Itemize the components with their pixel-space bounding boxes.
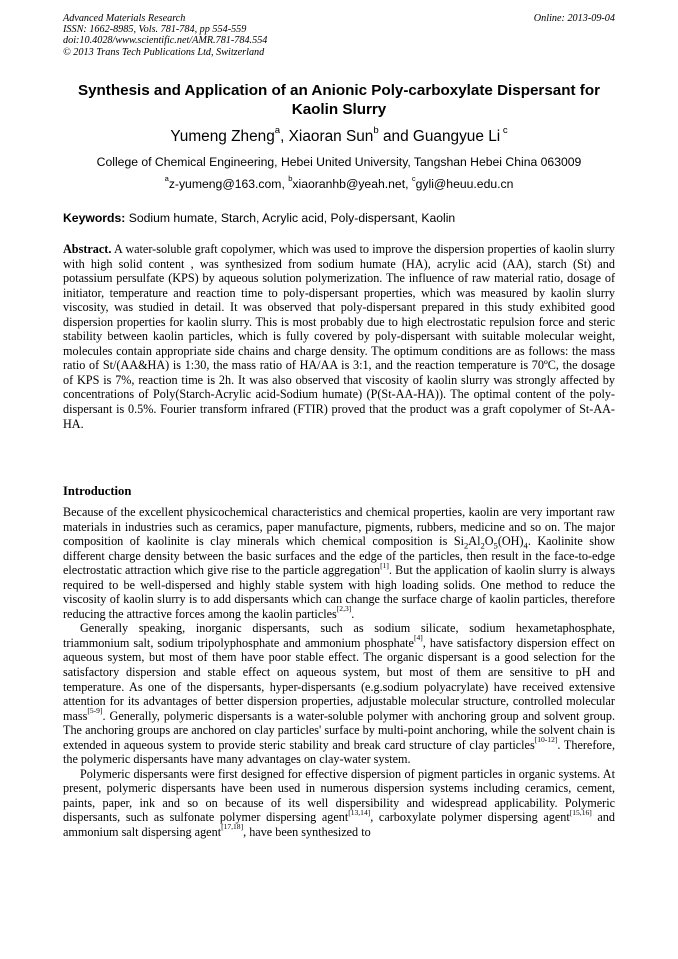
issn-line: ISSN: 1662-8985, Vols. 781-784, pp 554-559 xyxy=(63,24,247,36)
author-affil-mark: c xyxy=(500,124,508,136)
email-address: gyli@heuu.edu.cn xyxy=(415,177,514,191)
abstract-text: A water-soluble graft copolymer, which was used to improve the dispersion properties of kaolin slurry with high solid content , was synthesized from sodium humate (HA), acrylic acid (AA), starch (St) and potassium persulfate (KPS) by aqueous solution polymerization. The influence of raw material ratio, dosage of initiator, temperature and reaction time to poly-dispersant properties, which was measured by kaolin slurry viscosity, was studied in detail. It was observed that poly-dispersant prepared in this study exhibited good dispersion properties for kaolin slurry. This is most probably due to high electrostatic repulsion force and steric stability between kaolin particles, which is fully covered by poly-dispersant with suitable molecular weight, molecules contain appropriate side chains and charge density. The optimum conditions are as follows: the mass ratio of St/(AA&HA) is 1:30, the mass ratio of HA/AA is 3:1, and the reaction temperature is 70ºC, the dosage of KPS is 7%, reaction time is 2h. It was also observed that viscosity of kaolin slurry was strongly affected by concentrations of Poly(Starch-Acrylic acid-Sodium humate) (P(St-AA-HA)). The optimal content of the poly-dispersant is 0.5%. Fourier transform infrared (FTIR) proved that the product was a graft copolymer of St-AA-HA. xyxy=(63,242,615,431)
paragraph-text: , have been synthesized to xyxy=(243,825,371,840)
keywords-text: Sodium humate, Starch, Acrylic acid, Poly-dispersant, Kaolin xyxy=(125,211,456,225)
paragraph-text: . xyxy=(351,606,355,621)
paragraph-text: O xyxy=(484,534,494,549)
paragraph-text: . Therefore, the polymeric dispersants have many advantages on clay-water system. xyxy=(63,737,615,767)
subscript: 2 xyxy=(464,540,469,551)
paragraph xyxy=(63,767,615,840)
journal-header xyxy=(63,13,615,58)
paragraph-text: . Generally, polymeric dispersants is a water-soluble polymer with anchoring group and solvent group. The anchoring groups are anchored on clay particles' surface by multi-point anchoring, while the solvent chain is extended in aqueous system to provide steric stability and break card structure of clay particles xyxy=(63,708,615,752)
paragraph-text: Generally speaking, inorganic dispersants, such as sodium silicate, sodium hexametaphosphate, triammonium salt, sodium tripolyphosphate and ammonium phosphate xyxy=(63,621,615,650)
online-date: Online: 2013-09-04 xyxy=(533,13,615,24)
paragraph-text: Polymeric dispersants were first designed for effective dispersion of pigment particles in organic systems. At present, polymeric dispersants have been used in numerous dispersion systems including ceramics, cement, paints, paper, ink and so on because of its well dispersibility and widespread applicability. Polymeric dispersants, such as sulfonate polymer dispersing agent xyxy=(63,766,615,825)
paragraph-text: and ammonium salt dispersing agent xyxy=(63,810,615,840)
doi-line: doi:10.4028/www.scientific.net/AMR.781-784.554 xyxy=(63,35,268,47)
citation: [2,3] xyxy=(336,604,352,614)
paragraph-text: . Kaolinite show different charge density between the basic surfaces and the edge of the particles, then result in the face-to-edge electrostatic attraction which give rise to the particle aggregation xyxy=(63,534,615,578)
paragraph xyxy=(63,621,615,766)
subscript: 5 xyxy=(493,540,498,551)
keywords xyxy=(63,211,615,226)
paragraph-text: (OH) xyxy=(497,534,524,549)
paper-title: Synthesis and Application of an Anionic Poly-carboxylate Dispersant for Kaolin Slurry xyxy=(77,82,601,118)
paragraph-text: , carboxylate polymer dispersing agent xyxy=(370,810,570,825)
author-separator: and xyxy=(378,128,413,145)
affiliation: College of Chemical Engineering, Hebei United University, Tangshan Hebei China 063009 xyxy=(96,155,582,169)
author-emails xyxy=(60,174,618,192)
citation: [15,16] xyxy=(569,807,592,817)
abstract xyxy=(63,242,615,431)
paragraph-text: Because of the excellent physicochemical characteristics and chemical properties, kaolin are very important raw materials in industries such as ceramics, paper manufacture, pigments, rubbers, medicine and so on. The major composition of kaolinite is clay minerals which chemical composition is Si xyxy=(63,505,615,549)
email-mark: b xyxy=(288,174,293,184)
introduction-body xyxy=(63,505,615,840)
citation: [4] xyxy=(413,633,423,643)
author-name: Xiaoran Sun xyxy=(288,128,374,145)
paragraph-text: Al xyxy=(468,534,481,549)
email-address: xiaoranhb@yeah.net, xyxy=(292,177,412,191)
paragraph-text: , have satisfactory dispersion effect on aqueous system, but most of them have poor stable effect. The organic dispersant is a good selection for the satisfactory dispersion and stable effect on aqueous system, but most of them are sensitive to pH and temperature. As one of the dispersants, hyper-dispersants (e.g.sodium polyacrylate) have received extensive attention for its advantages of better dispersion properties, adjustable molecular structure, controlled molecular mass xyxy=(63,635,616,723)
citation: [5-9] xyxy=(87,706,103,716)
email-address: z-yumeng@163.com, xyxy=(168,177,289,191)
subscript: 2 xyxy=(480,540,485,551)
paragraph xyxy=(63,505,615,621)
author-separator: , xyxy=(280,128,289,145)
paragraph-text: . But the application of kaolin slurry is always required to be well-dispersed and highly stable system with high loading solids. One method to reduce the viscosity of kaolin slurry is to add dispersants which can change the surface charge of kaolin particles, therefore reducing the attractive forces among the kaolin particles xyxy=(63,563,615,621)
journal-name: Advanced Materials Research xyxy=(63,13,186,24)
email-mark: a xyxy=(164,174,169,184)
author-name: Yumeng Zheng xyxy=(170,128,275,145)
section-heading-introduction: Introduction xyxy=(63,484,132,498)
author-affil-mark: b xyxy=(373,124,379,136)
abstract-label: Abstract. xyxy=(63,242,112,256)
citation: [10-12] xyxy=(534,735,558,745)
citation: [17,18] xyxy=(221,822,244,832)
author-list xyxy=(60,124,618,146)
author-name: Guangyue Li xyxy=(412,128,501,145)
citation: [1] xyxy=(380,560,389,570)
author-affil-mark: a xyxy=(274,124,281,136)
copyright-line: © 2013 Trans Tech Publications Ltd, Switzerland xyxy=(63,46,265,58)
keywords-label: Keywords: xyxy=(63,211,126,225)
subscript: 4 xyxy=(523,540,528,551)
email-mark: c xyxy=(411,174,416,184)
citation: [13,14] xyxy=(348,807,371,817)
